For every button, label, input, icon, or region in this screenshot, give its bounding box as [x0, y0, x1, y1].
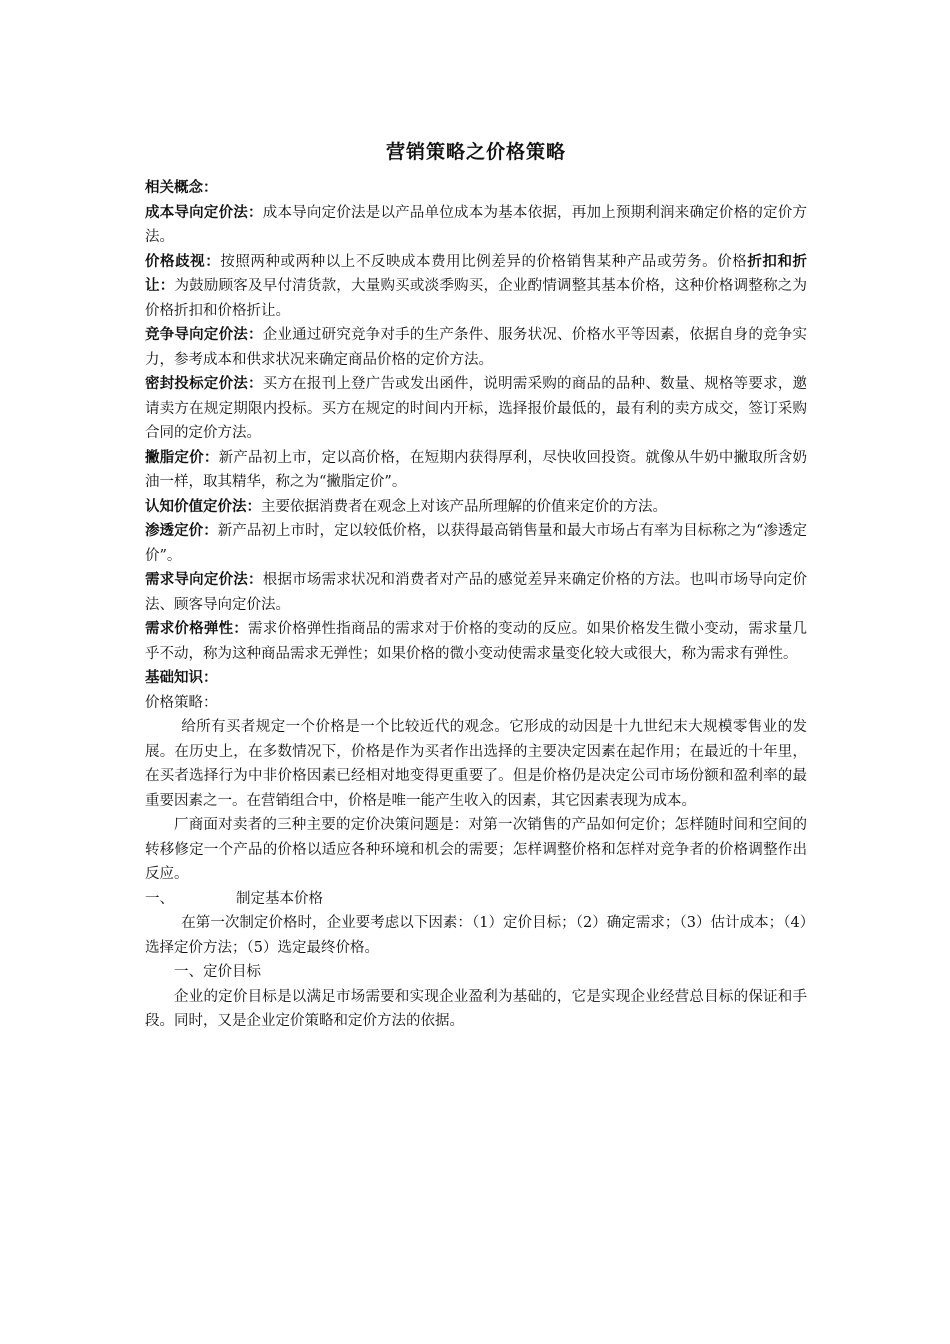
- section-number: 一、: [145, 890, 174, 907]
- section-1-heading: [145, 887, 807, 912]
- concept-definition: 为鼓励顾客及早付清货款，大量购买或淡季购买，企业酌情调整其基本价格，这种价格调整称之为价格折扣和价格折让。: [145, 278, 808, 319]
- concept-definition: 根据市场需求状况和消费者对产品的感觉差异来确定价格的方法。也叫市场导向定价法、顾客导向定价法。: [145, 572, 808, 613]
- concept-term: 需求价格弹性: [145, 621, 234, 637]
- section-title: 制定基本价格: [236, 890, 323, 907]
- body-paragraph-1: 给所有买者规定一个价格是一个比较近代的观念。它形成的动因是十九世纪末大规模零售业的发展。在历史上，在多数情况下，价格是作为买者作出选择的主要决定因素在起作用；在最近的十年里，在买者选择行为中非价格因素已经相对地变得更重要了。但是价格仍是决定公司市场份额和盈利率的最重要因素之一。在营销组合中，价格是唯一能产生收入的因素，其它因素表现为成本。: [145, 719, 807, 809]
- concept-definition: 新产品初上市时，定以较低价格，以获得最高销售量和最大市场占有率为目标称之为“渗透定价”。: [145, 523, 807, 564]
- concept-demand-oriented: 需求导向定价法：根据市场需求状况和消费者对产品的感觉差异来确定价格的方法。也叫市场导向定价法、顾客导向定价法。: [145, 572, 808, 613]
- concept-term: 渗透定价: [145, 523, 204, 539]
- subsection-1-paragraph: 企业的定价目标是以满足市场需要和实现企业盈利为基础的，它是实现企业经营总目标的保证和手段。同时，又是企业定价策略和定价方法的依据。: [145, 988, 807, 1029]
- concept-term: 价格歧视: [145, 253, 206, 270]
- body-paragraph-2: 厂商面对卖者的三种主要的定价决策问题是：对第一次销售的产品如何定价；怎样随时间和空间的转移修定一个产品的价格以适应各种环境和机会的需要；怎样调整价格和怎样对竞争者的价格调整作出反应。: [145, 817, 807, 882]
- concept-competition-oriented: 竞争导向定价法：企业通过研究竞争对手的生产条件、服务状况、价格水平等因素，依据自身的竞争实力，参考成本和供求状况来确定商品价格的定价方法。: [145, 327, 808, 368]
- concept-penetration: 渗透定价：新产品初上市时，定以较低价格，以获得最高销售量和最大市场占有率为目标称之为“渗透定价”。: [145, 523, 807, 564]
- subsection-1-heading: 一、定价目标: [174, 964, 261, 980]
- concept-term: 密封投标定价法: [145, 376, 249, 392]
- basics-heading: 基础知识：: [145, 670, 218, 686]
- concept-term: 成本导向定价法: [145, 204, 249, 221]
- concept-definition: 按照两种或两种以上不反映成本费用比例差异的价格销售某种产品或劳务。价格: [220, 253, 748, 270]
- concept-definition: 主要依据消费者在观念上对该产品所理解的价值来定价的方法。: [261, 498, 667, 515]
- concepts-heading: 相关概念：: [145, 180, 218, 196]
- document-page: [145, 138, 807, 1034]
- concept-definition: 成本导向定价法是以产品单位成本为基本依据，再加上预期利润来确定价格的定价方法。: [145, 204, 808, 245]
- concept-definition: 新产品初上市，定以高价格，在短期内获得厚利，尽快收回投资。就像从牛奶中撇取所含奶油一样，取其精华，称之为“撇脂定价”。: [145, 449, 808, 490]
- concept-skimming: 撇脂定价：新产品初上市，定以高价格，在短期内获得厚利，尽快收回投资。就像从牛奶中撇取所含奶油一样，取其精华，称之为“撇脂定价”。: [145, 449, 808, 490]
- concept-term: 需求导向定价法: [145, 572, 249, 588]
- concept-cost-oriented: 成本导向定价法：成本导向定价法是以产品单位成本为基本依据，再加上预期利润来确定价格的定价方法。: [145, 204, 808, 245]
- concept-price-elasticity: 需求价格弹性：需求价格弹性指商品的需求对于价格的变动的反应。如果价格发生微小变动，需求量几乎不动，称为这种商品需求无弹性；如果价格的微小变动使需求量变化较大或很大，称为需求有弹性。: [145, 621, 808, 662]
- concept-price-discrimination: 价格歧视：按照两种或两种以上不反映成本费用比例差异的价格销售某种产品或劳务。价格折扣和折让：为鼓励顾客及早付清货款，大量购买或淡季购买，企业酌情调整其基本价格，这种价格调整称之为价格折扣和价格折让。: [145, 253, 808, 319]
- concept-term: 折扣和折让: [145, 253, 808, 294]
- concept-term: 撇脂定价: [145, 449, 204, 466]
- concept-term: 认知价值定价法: [145, 498, 247, 515]
- concept-definition: 需求价格弹性指商品的需求对于价格的变动的反应。如果价格发生微小变动，需求量几乎不动，称为这种商品需求无弹性；如果价格的微小变动使需求量变化较大或很大，称为需求有弹性。: [145, 621, 808, 662]
- concept-term: 竞争导向定价法: [145, 327, 249, 343]
- concept-perceived-value: 认知价值定价法：主要依据消费者在观念上对该产品所理解的价值来定价的方法。: [145, 498, 667, 515]
- pricing-strategy-label: 价格策略：: [145, 694, 218, 711]
- concept-definition: 企业通过研究竞争对手的生产条件、服务状况、价格水平等因素，依据自身的竞争实力，参考成本和供求状况来确定商品价格的定价方法。: [145, 327, 808, 368]
- document-title: 营销策略之价格策略: [385, 141, 566, 163]
- concept-definition: 买方在报刊上登广告或发出函件，说明需采购的商品的品种、数量、规格等要求，邀请卖方在规定期限内投标。买方在规定的时间内开标，选择报价最低的，最有利的卖方成交，签订采购合同的定价方法。: [145, 376, 808, 441]
- section-1-paragraph: 在第一次制定价格时，企业要考虑以下因素：（1）定价目标；（2）确定需求；（3）估计成本；（4）选择定价方法；（5）选定最终价格。: [145, 915, 807, 956]
- concept-sealed-bid: 密封投标定价法：买方在报刊上登广告或发出函件，说明需采购的商品的品种、数量、规格等要求，邀请卖方在规定期限内投标。买方在规定的时间内开标，选择报价最低的，最有利的卖方成交，签订采购合同的定价方法。: [145, 376, 808, 441]
